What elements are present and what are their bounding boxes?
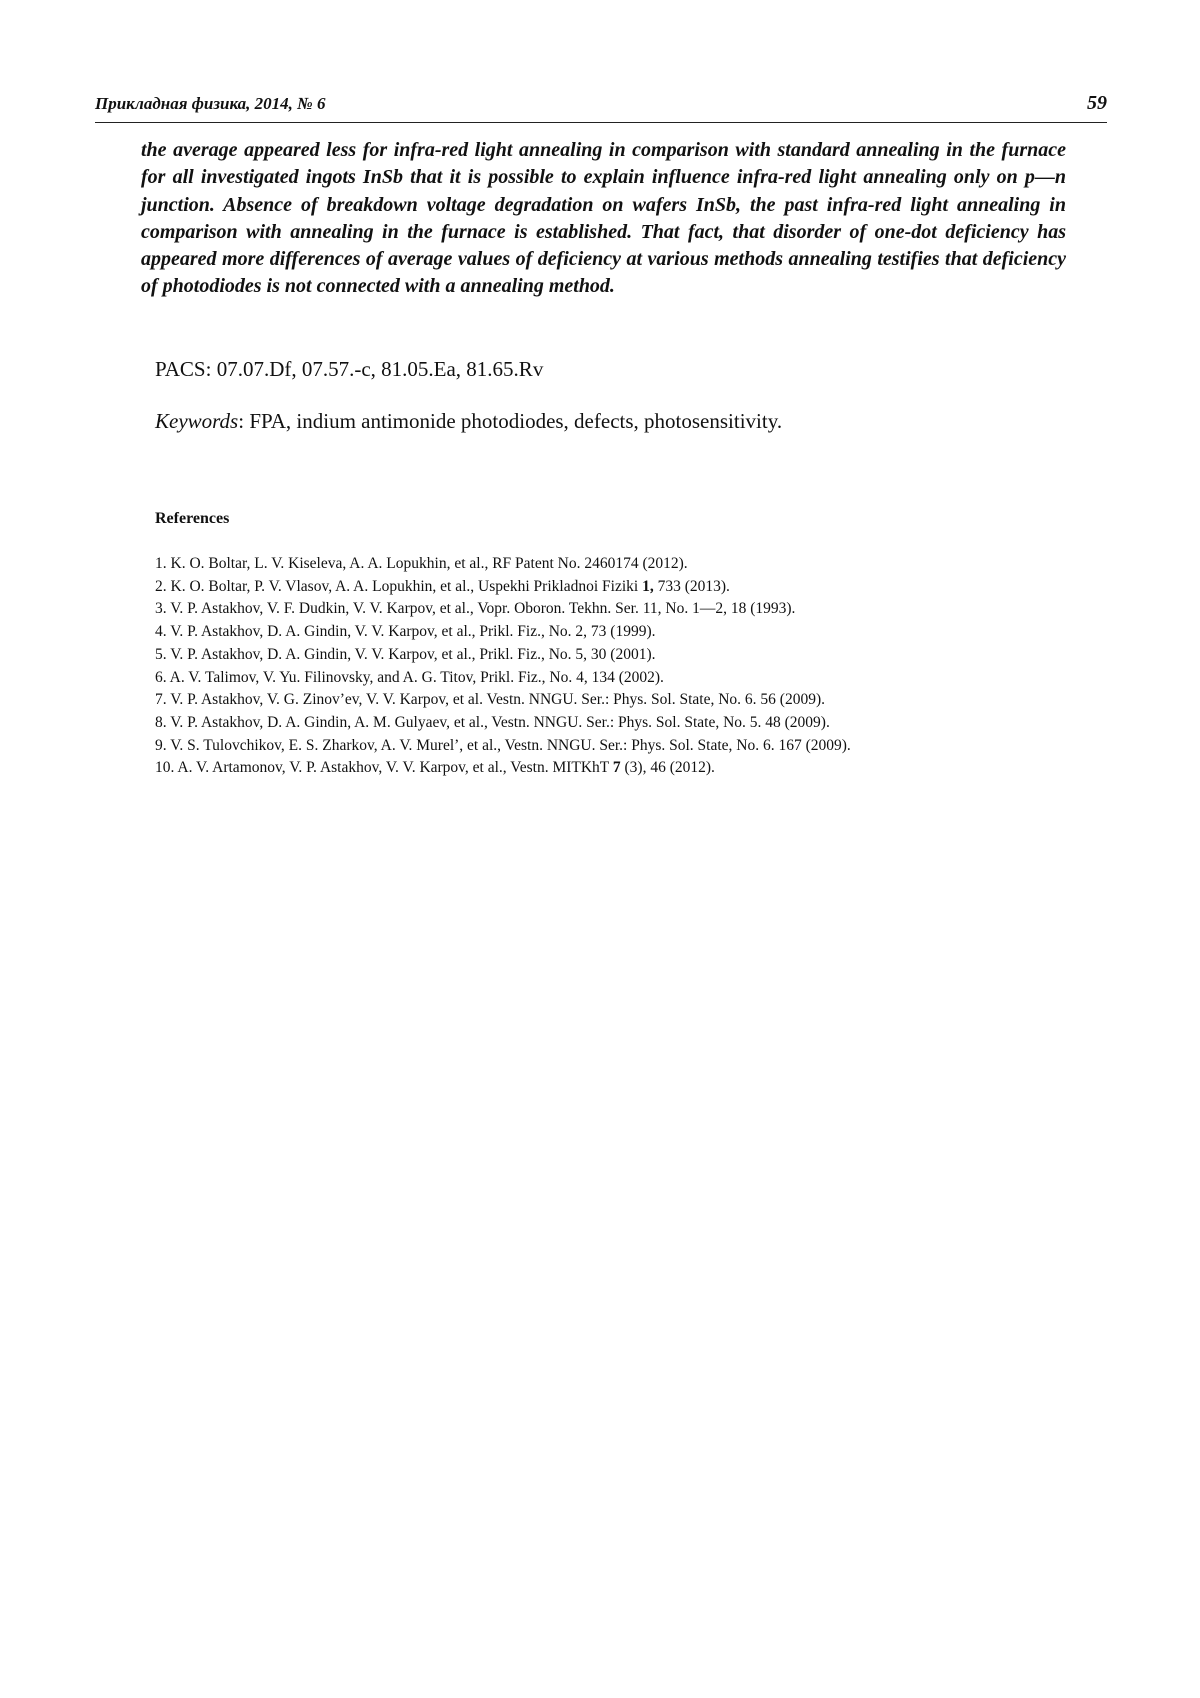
- keywords-text: : FPA, indium antimonide photodiodes, defects, photosensitivity.: [238, 409, 783, 433]
- reference-text: 2. K. O. Boltar, P. V. Vlasov, A. A. Lopukhin, et al., Uspekhi Prikladnoi Fiziki: [155, 577, 643, 595]
- reference-text: 4. V. P. Astakhov, D. A. Gindin, V. V. Karpov, et al., Prikl. Fiz., No. 2, 73 (1999).: [155, 623, 656, 641]
- keywords-label: Keywords: [155, 409, 239, 433]
- running-header: [95, 92, 1107, 123]
- reference-item: [155, 598, 851, 621]
- abstract-text: the average appeared less for infra-red light annealing in comparison with standard annealing in the furnace for all investigated ingots InSb that it is possible to explain influence infra-red light annealing only on p—n junction. Absence of breakdown voltage degradation on wafers InSb, the past infra-red light annealing in comparison with annealing in the furnace is established. That fact, that disorder of one-dot deficiency has appeared more differences of average values of deficiency at various methods annealing testifies that deficiency of photodiodes is not connected with a annealing method.: [141, 139, 1066, 298]
- references-heading: References: [155, 510, 230, 527]
- reference-item: [155, 689, 851, 712]
- reference-item: [155, 735, 851, 758]
- pacs-codes: PACS: 07.07.Df, 07.57.-c, 81.05.Ea, 81.65.Rv: [155, 357, 544, 381]
- reference-text: (3), 46 (2012).: [620, 759, 715, 777]
- reference-text: 7. V. P. Astakhov, V. G. Zinov’ev, V. V. Karpov, et al. Vestn. NNGU. Ser.: Phys. Sol. State, No. 6. 56 (2009).: [155, 691, 825, 709]
- reference-text: 5. V. P. Astakhov, D. A. Gindin, V. V. Karpov, et al., Prikl. Fiz., No. 5, 30 (2001).: [155, 645, 656, 663]
- keywords-line: [155, 409, 782, 434]
- reference-text: 10. A. V. Artamonov, V. P. Astakhov, V. V. Karpov, et al., Vestn. MITKhT: [155, 759, 613, 777]
- reference-volume: 7: [612, 759, 621, 777]
- reference-item: [155, 712, 851, 735]
- page-number: 59: [1087, 92, 1107, 114]
- reference-item: [155, 576, 851, 599]
- reference-text: 733 (2013).: [653, 577, 730, 595]
- reference-item: [155, 757, 851, 780]
- reference-text: 3. V. P. Astakhov, V. F. Dudkin, V. V. Karpov, et al., Vopr. Oboron. Tekhn. Ser. 11, No. 1—2, 18 (1993).: [155, 600, 796, 618]
- reference-text: 9. V. S. Tulovchikov, E. S. Zharkov, A. V. Murel’, et al., Vestn. NNGU. Ser.: Phys. Sol. State, No. 6. 167 (2009).: [155, 736, 851, 754]
- reference-item: [155, 667, 851, 690]
- reference-text: 8. V. P. Astakhov, D. A. Gindin, A. M. Gulyaev, et al., Vestn. NNGU. Ser.: Phys. Sol. State, No. 5. 48 (2009).: [155, 713, 830, 731]
- reference-text: 6. A. V. Talimov, V. Yu. Filinovsky, and A. G. Titov, Prikl. Fiz., No. 4, 134 (2002).: [155, 668, 664, 686]
- reference-item: [155, 553, 851, 576]
- reference-item: [155, 644, 851, 667]
- references-list: [155, 553, 851, 780]
- reference-volume: 1,: [642, 577, 654, 595]
- reference-text: 1. K. O. Boltar, L. V. Kiseleva, A. A. Lopukhin, et al., RF Patent No. 2460174 (2012).: [155, 555, 688, 572]
- journal-title: Прикладная физика, 2014, № 6: [95, 94, 326, 113]
- reference-item: [155, 621, 851, 644]
